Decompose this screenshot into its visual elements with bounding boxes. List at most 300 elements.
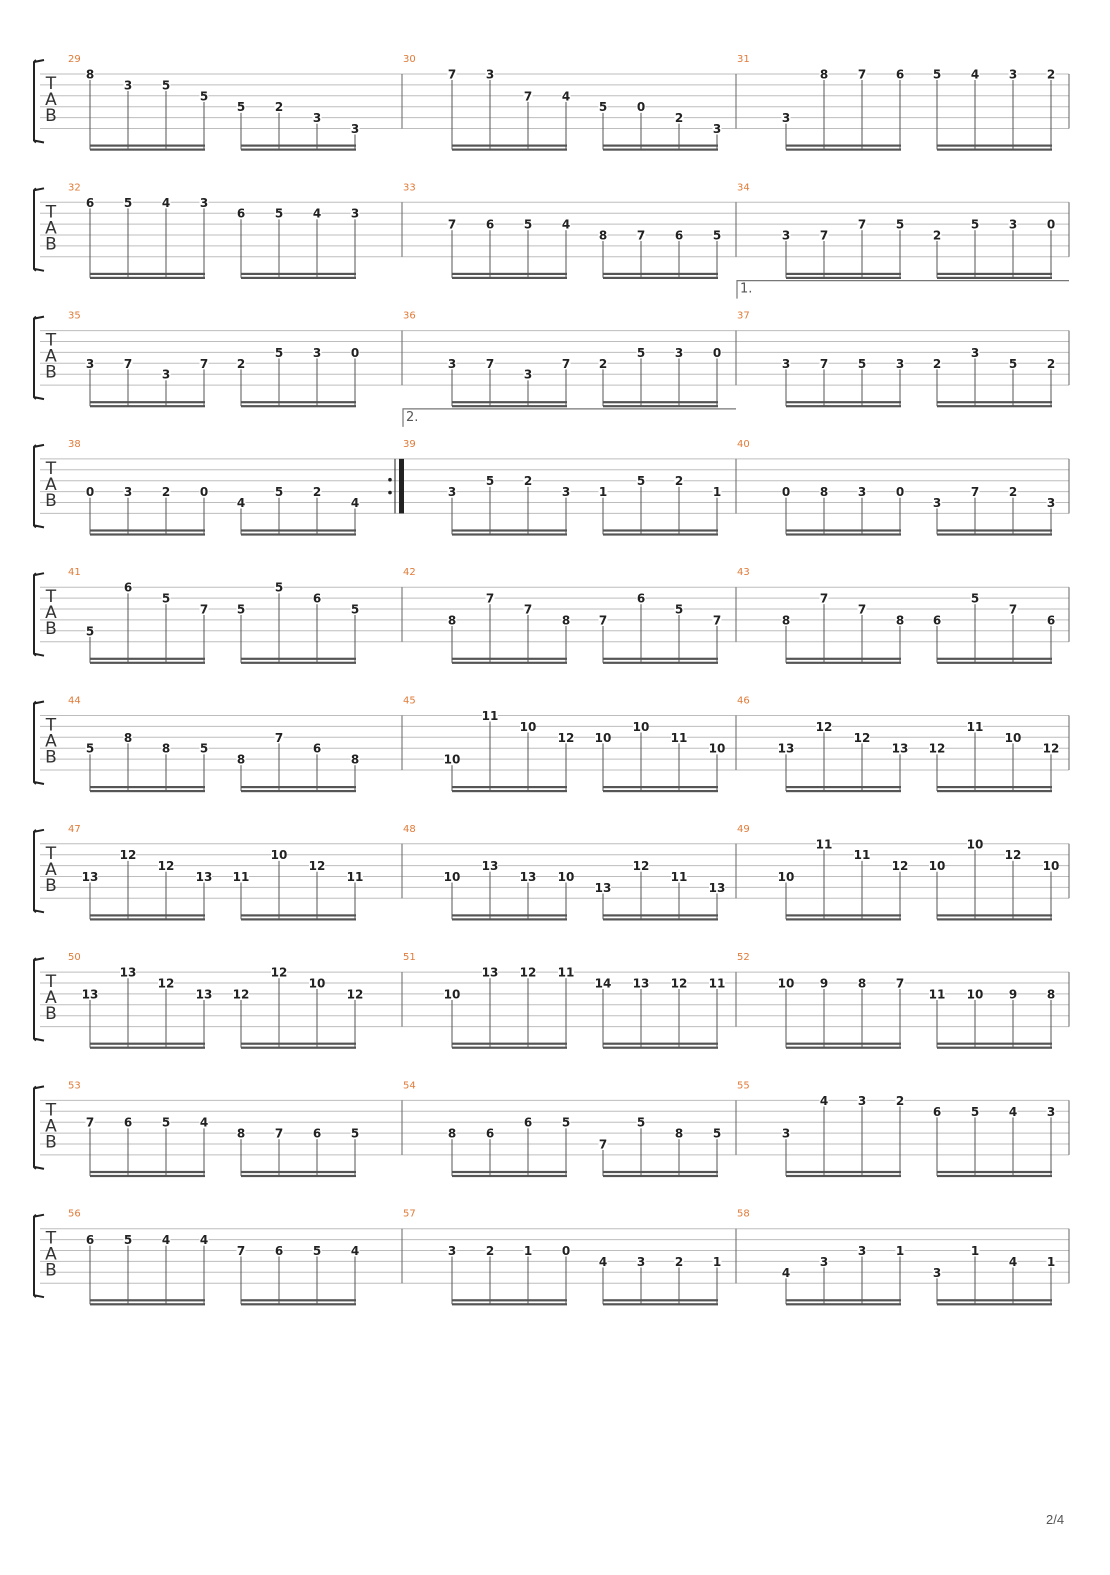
fret-number: 2 xyxy=(312,485,322,500)
fret-number: 13 xyxy=(708,880,726,895)
tab-clef-b: B xyxy=(45,875,57,896)
volta-label: 1. xyxy=(740,281,753,297)
beam xyxy=(937,658,1052,660)
beam xyxy=(603,145,718,147)
fret-number: 11 xyxy=(557,965,575,980)
fret-number: 13 xyxy=(891,741,909,756)
fret-number: 6 xyxy=(85,1233,95,1248)
fret-number: 8 xyxy=(674,1126,684,1141)
tab-clef-a: A xyxy=(45,859,57,880)
fret-number: 10 xyxy=(443,752,461,767)
fret-number: 1 xyxy=(895,1244,905,1258)
fret-number: 7 xyxy=(819,228,829,243)
fret-number: 5 xyxy=(161,78,171,93)
fret-number: 7 xyxy=(895,976,905,991)
beam xyxy=(786,1043,901,1045)
fret-number: 3 xyxy=(447,356,457,371)
fret-number: 1 xyxy=(598,485,608,500)
measure-number: 58 xyxy=(737,1208,750,1220)
fret-number: 0 xyxy=(712,345,722,360)
beam xyxy=(241,145,356,147)
fret-number: 3 xyxy=(123,78,133,93)
beam xyxy=(241,149,356,151)
beam xyxy=(603,273,718,275)
fret-number: 0 xyxy=(895,485,905,500)
tab-clef-b: B xyxy=(45,490,57,511)
fret-number: 6 xyxy=(312,741,322,756)
measure-number: 36 xyxy=(403,310,416,322)
fret-number: 0 xyxy=(781,485,791,500)
measure-number: 33 xyxy=(403,182,416,194)
fret-number: 8 xyxy=(895,613,905,628)
tab-system xyxy=(34,696,1069,793)
fret-number: 5 xyxy=(636,345,646,360)
measure xyxy=(737,311,1056,408)
fret-number: 9 xyxy=(819,976,829,991)
beam xyxy=(90,145,205,147)
fret-number: 4 xyxy=(561,89,571,104)
fret-number: 13 xyxy=(81,987,99,1002)
fret-number: 11 xyxy=(670,730,688,745)
fret-number: 2 xyxy=(236,356,246,371)
beam xyxy=(90,1171,205,1173)
fret-number: 11 xyxy=(815,837,833,852)
beam xyxy=(241,914,356,916)
fret-number: 6 xyxy=(932,1104,942,1119)
beam xyxy=(937,277,1052,279)
fret-number: 6 xyxy=(523,1115,533,1130)
fret-number: 2 xyxy=(1046,67,1056,82)
fret-number: 3 xyxy=(781,356,791,371)
fret-number: 5 xyxy=(598,100,608,115)
beam xyxy=(452,533,567,535)
beam xyxy=(786,145,901,147)
beam xyxy=(241,786,356,788)
fret-number: 5 xyxy=(274,345,284,360)
volta-bracket xyxy=(403,409,736,427)
beam xyxy=(786,529,901,531)
beam xyxy=(603,1303,718,1305)
fret-number: 6 xyxy=(636,591,646,606)
fret-number: 4 xyxy=(350,1244,360,1258)
measure xyxy=(68,1080,360,1177)
measure xyxy=(737,824,1059,921)
measure xyxy=(737,54,1056,151)
measure-number: 55 xyxy=(737,1080,750,1092)
fret-number: 8 xyxy=(857,976,867,991)
tab-clef-b: B xyxy=(45,1132,57,1153)
fret-number: 2 xyxy=(1046,356,1056,371)
measure xyxy=(68,54,360,151)
beam xyxy=(90,790,205,792)
beam xyxy=(452,1043,567,1045)
tab-clef-t: T xyxy=(45,74,57,94)
tab-clef-b: B xyxy=(45,1260,57,1281)
tab-clef-a: A xyxy=(45,1116,57,1137)
fret-number: 8 xyxy=(819,485,829,500)
fret-number: 4 xyxy=(350,496,360,510)
measure-number: 35 xyxy=(68,310,81,322)
tab-clef-t: T xyxy=(45,972,57,993)
fret-number: 8 xyxy=(85,67,95,82)
beam xyxy=(603,658,718,660)
measure-number: 39 xyxy=(403,438,416,450)
fret-number: 5 xyxy=(236,602,246,617)
beam xyxy=(937,149,1052,151)
fret-number: 3 xyxy=(857,1093,867,1108)
beam xyxy=(90,1299,205,1301)
measure xyxy=(68,439,360,536)
tab-clef-a: A xyxy=(45,988,57,1009)
fret-number: 7 xyxy=(447,67,457,82)
system-bracket xyxy=(34,1086,44,1169)
fret-number: 4 xyxy=(161,195,171,210)
fret-number: 3 xyxy=(161,367,171,382)
fret-number: 7 xyxy=(561,356,571,371)
fret-number: 6 xyxy=(485,1126,495,1141)
fret-number: 13 xyxy=(519,870,537,884)
beam xyxy=(937,1171,1052,1173)
fret-number: 10 xyxy=(777,976,795,991)
beam xyxy=(452,529,567,531)
fret-number: 1 xyxy=(1046,1254,1056,1269)
fret-number: 0 xyxy=(561,1244,571,1258)
measure-number: 52 xyxy=(737,952,750,964)
fret-number: 3 xyxy=(857,485,867,500)
measure xyxy=(403,182,722,279)
fret-number: 6 xyxy=(123,580,133,595)
measure-number: 40 xyxy=(737,438,750,450)
beam xyxy=(603,277,718,279)
beam xyxy=(452,273,567,275)
repeat-dot xyxy=(388,491,392,495)
fret-number: 13 xyxy=(777,741,795,756)
fret-number: 5 xyxy=(85,624,95,639)
fret-number: 10 xyxy=(270,848,288,863)
beam xyxy=(786,273,901,275)
beam xyxy=(786,1047,901,1049)
fret-number: 5 xyxy=(970,591,980,606)
fret-number: 5 xyxy=(161,1115,171,1130)
beam xyxy=(603,790,718,792)
fret-number: 3 xyxy=(781,1126,791,1141)
beam xyxy=(603,149,718,151)
fret-number: 7 xyxy=(1008,602,1018,617)
fret-number: 8 xyxy=(447,613,457,628)
fret-number: 10 xyxy=(308,976,326,991)
fret-number: 5 xyxy=(123,1233,133,1248)
beam xyxy=(241,533,356,535)
fret-number: 1 xyxy=(970,1244,980,1258)
beam xyxy=(452,790,567,792)
beam xyxy=(90,1043,205,1045)
beam xyxy=(90,1175,205,1177)
beam xyxy=(90,786,205,788)
fret-number: 5 xyxy=(712,228,722,243)
measure-number: 37 xyxy=(737,310,750,322)
beam xyxy=(452,1047,567,1049)
beam xyxy=(603,401,718,403)
beam xyxy=(241,1047,356,1049)
beam xyxy=(90,658,205,660)
beam xyxy=(241,658,356,660)
fret-number: 10 xyxy=(557,870,575,884)
fret-number: 5 xyxy=(274,485,284,500)
fret-number: 5 xyxy=(636,474,646,489)
measure-number: 44 xyxy=(68,695,81,707)
beam xyxy=(786,658,901,660)
beam xyxy=(786,914,901,916)
beam xyxy=(603,1175,718,1177)
fret-number: 6 xyxy=(85,195,95,210)
fret-number: 10 xyxy=(443,987,461,1002)
beam xyxy=(937,529,1052,531)
tab-clef-t: T xyxy=(45,587,57,608)
measure-number: 50 xyxy=(68,952,81,964)
measure-number: 41 xyxy=(68,567,81,579)
beam xyxy=(603,533,718,535)
fret-number: 3 xyxy=(712,122,722,136)
tab-system xyxy=(34,1080,1069,1177)
fret-number: 5 xyxy=(350,1126,360,1141)
beam xyxy=(90,277,205,279)
fret-number: 12 xyxy=(815,719,833,734)
fret-number: 7 xyxy=(857,67,867,82)
beam xyxy=(452,149,567,151)
tab-clef-b: B xyxy=(45,1004,57,1025)
fret-number: 11 xyxy=(966,719,984,734)
fret-number: 10 xyxy=(966,837,984,852)
beam xyxy=(603,914,718,916)
fret-number: 5 xyxy=(970,1104,980,1119)
beam xyxy=(937,273,1052,275)
fret-number: 5 xyxy=(895,217,905,232)
measure xyxy=(403,54,722,151)
beam xyxy=(241,662,356,664)
fret-number: 3 xyxy=(485,67,495,82)
beam xyxy=(90,533,205,535)
measure xyxy=(68,182,360,279)
beam xyxy=(452,401,567,403)
fret-number: 0 xyxy=(636,100,646,115)
fret-number: 5 xyxy=(236,100,246,115)
fret-number: 7 xyxy=(819,591,829,606)
beam xyxy=(786,277,901,279)
beam xyxy=(90,918,205,920)
measure xyxy=(737,567,1056,664)
fret-number: 3 xyxy=(932,496,942,510)
fret-number: 7 xyxy=(274,730,284,745)
tab-system xyxy=(34,824,1069,921)
fret-number: 4 xyxy=(970,67,980,82)
beam xyxy=(786,1299,901,1301)
beam xyxy=(937,1299,1052,1301)
beam xyxy=(90,529,205,531)
tab-clef-a: A xyxy=(45,90,57,110)
fret-number: 12 xyxy=(232,987,250,1002)
fret-number: 0 xyxy=(85,485,95,500)
fret-number: 12 xyxy=(1042,741,1060,756)
fret-number: 3 xyxy=(199,195,209,210)
fret-number: 3 xyxy=(1008,67,1018,82)
fret-number: 14 xyxy=(594,976,612,991)
fret-number: 7 xyxy=(123,356,133,371)
beam xyxy=(603,918,718,920)
fret-number: 7 xyxy=(712,613,722,628)
system-bracket xyxy=(34,958,44,1041)
beam xyxy=(603,1047,718,1049)
measure-number: 30 xyxy=(403,54,416,65)
beam xyxy=(452,662,567,664)
beam xyxy=(452,914,567,916)
fret-number: 6 xyxy=(932,613,942,628)
volta-bracket xyxy=(737,281,1069,299)
tab-clef-b: B xyxy=(45,747,57,768)
fret-number: 7 xyxy=(485,591,495,606)
measure-number: 43 xyxy=(737,567,750,579)
beam xyxy=(786,149,901,151)
measure xyxy=(68,824,363,921)
beam xyxy=(937,790,1052,792)
tab-system xyxy=(34,409,1069,536)
fret-number: 5 xyxy=(199,89,209,104)
fret-number: 6 xyxy=(274,1244,284,1258)
measure xyxy=(68,1209,360,1306)
fret-number: 4 xyxy=(1008,1254,1018,1269)
tab-clef-t: T xyxy=(45,330,57,351)
beam xyxy=(937,914,1052,916)
beam xyxy=(241,1043,356,1045)
beam xyxy=(241,790,356,792)
beam xyxy=(241,405,356,407)
measure-number: 34 xyxy=(737,182,750,194)
beam xyxy=(603,1299,718,1301)
fret-number: 12 xyxy=(270,965,288,980)
measure-number: 29 xyxy=(68,54,81,65)
fret-number: 5 xyxy=(274,580,284,595)
fret-number: 7 xyxy=(485,356,495,371)
fret-number: 12 xyxy=(853,730,871,745)
fret-number: 2 xyxy=(895,1093,905,1108)
fret-number: 1 xyxy=(712,1254,722,1269)
fret-number: 8 xyxy=(236,1126,246,1141)
fret-number: 6 xyxy=(485,217,495,232)
beam xyxy=(452,145,567,147)
measure-number: 57 xyxy=(403,1208,416,1220)
beam xyxy=(603,1043,718,1045)
fret-number: 6 xyxy=(674,228,684,243)
fret-number: 3 xyxy=(1046,496,1056,510)
fret-number: 4 xyxy=(1008,1104,1018,1119)
fret-number: 8 xyxy=(781,613,791,628)
fret-number: 7 xyxy=(523,89,533,104)
fret-number: 5 xyxy=(199,741,209,756)
fret-number: 3 xyxy=(561,485,571,500)
measure-number: 48 xyxy=(403,823,416,835)
fret-number: 3 xyxy=(523,367,533,382)
fret-number: 7 xyxy=(199,602,209,617)
beam xyxy=(603,786,718,788)
fret-number: 13 xyxy=(81,870,99,884)
fret-number: 12 xyxy=(119,848,137,863)
fret-number: 12 xyxy=(157,976,175,991)
measure xyxy=(403,824,725,921)
fret-number: 3 xyxy=(1046,1104,1056,1119)
beam xyxy=(786,1171,901,1173)
fret-number: 3 xyxy=(85,356,95,371)
fret-number: 8 xyxy=(561,613,571,628)
fret-number: 0 xyxy=(350,345,360,360)
fret-number: 12 xyxy=(557,730,575,745)
beam xyxy=(241,1303,356,1305)
measure xyxy=(68,311,360,408)
fret-number: 4 xyxy=(781,1265,791,1280)
fret-number: 1 xyxy=(523,1244,533,1258)
beam xyxy=(90,1047,205,1049)
beam xyxy=(241,1175,356,1177)
beam xyxy=(90,405,205,407)
fret-number: 7 xyxy=(236,1244,246,1258)
measure xyxy=(737,952,1056,1049)
fret-number: 6 xyxy=(236,206,246,221)
beam xyxy=(241,1171,356,1173)
fret-number: 2 xyxy=(932,228,942,243)
tab-clef-b: B xyxy=(45,362,57,383)
fret-number: 8 xyxy=(1046,987,1056,1002)
measure-number: 45 xyxy=(403,695,416,707)
fret-number: 4 xyxy=(312,206,322,221)
fret-number: 3 xyxy=(674,345,684,360)
measure-number: 51 xyxy=(403,952,416,964)
beam xyxy=(937,918,1052,920)
fret-number: 3 xyxy=(312,345,322,360)
fret-number: 3 xyxy=(781,228,791,243)
fret-number: 6 xyxy=(1046,613,1056,628)
measure xyxy=(737,1209,1056,1306)
fret-number: 3 xyxy=(895,356,905,371)
beam xyxy=(786,786,901,788)
fret-number: 11 xyxy=(853,848,871,863)
fret-number: 5 xyxy=(312,1244,322,1258)
beam xyxy=(90,1303,205,1305)
fret-number: 0 xyxy=(199,485,209,500)
fret-number: 7 xyxy=(199,356,209,371)
measure-number: 47 xyxy=(68,823,81,835)
volta-label: 2. xyxy=(406,409,419,425)
tab-clef-a: A xyxy=(45,603,57,624)
fret-number: 5 xyxy=(274,206,284,221)
beam xyxy=(241,277,356,279)
fret-number: 2 xyxy=(674,111,684,126)
fret-number: 3 xyxy=(447,1244,457,1258)
fret-number: 12 xyxy=(157,859,175,874)
beam xyxy=(241,1299,356,1301)
fret-number: 13 xyxy=(632,976,650,991)
tab-system xyxy=(34,54,1069,151)
tab-clef-b: B xyxy=(45,619,57,640)
system-bracket xyxy=(34,830,44,913)
fret-number: 11 xyxy=(708,976,726,991)
fret-number: 5 xyxy=(674,602,684,617)
beam xyxy=(452,1175,567,1177)
measure-number: 53 xyxy=(68,1080,81,1092)
fret-number: 8 xyxy=(598,228,608,243)
fret-number: 4 xyxy=(199,1233,209,1248)
fret-number: 5 xyxy=(561,1115,571,1130)
fret-number: 10 xyxy=(594,730,612,745)
beam xyxy=(452,786,567,788)
beam xyxy=(937,786,1052,788)
